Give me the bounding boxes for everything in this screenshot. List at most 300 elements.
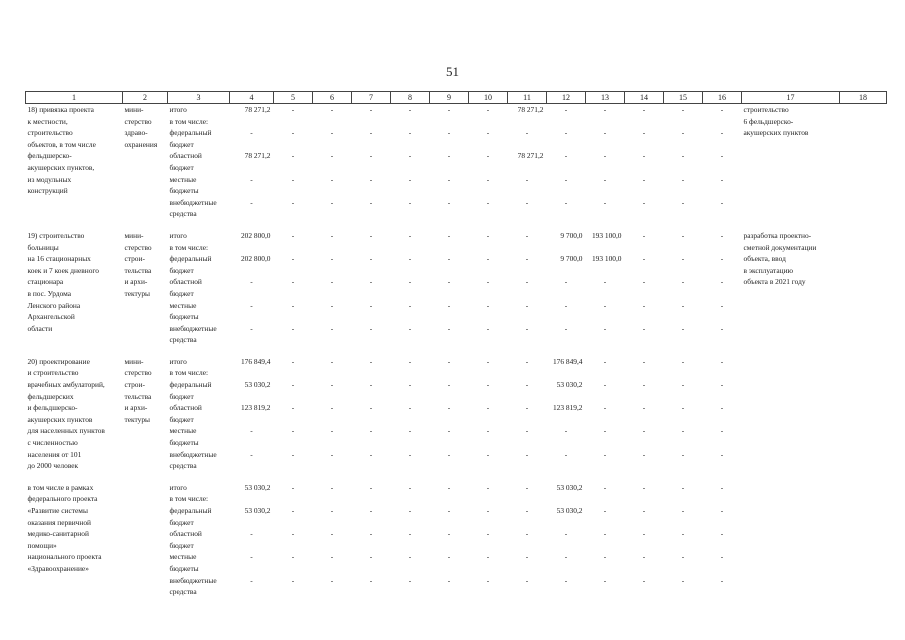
amount-cell: - xyxy=(291,300,295,310)
amount-cell: 123 819,2 xyxy=(552,403,583,413)
amount-cell: - xyxy=(447,300,451,310)
amount-cell: - xyxy=(642,151,646,161)
amount-cell: - xyxy=(447,449,451,459)
amount-cell: - xyxy=(642,482,646,492)
amount-cell: - xyxy=(525,197,529,207)
amount-cell: - xyxy=(408,197,412,207)
amount-cell: - xyxy=(291,151,295,161)
amount-cell: - xyxy=(681,482,685,492)
amount-cell: - xyxy=(291,356,295,366)
funding-source: областной бюджет xyxy=(169,529,202,550)
amount-cell: - xyxy=(603,449,607,459)
amount-cell: 202 800,0 xyxy=(240,230,271,240)
amount-cell: - xyxy=(486,174,490,184)
activity-label: в том числе в рамках федерального проекта «Развитие системы оказания первичной медико-санитарной помощи» национального проекта «Здравоохранение» xyxy=(27,482,102,573)
column-header: 8 xyxy=(391,92,430,104)
amount-cell: - xyxy=(681,552,685,562)
amount-cell: - xyxy=(642,552,646,562)
amount-cell: - xyxy=(369,323,373,333)
amount-cell: - xyxy=(291,529,295,539)
funding-source: итого в том числе: xyxy=(169,230,209,252)
amount-cell: - xyxy=(486,128,490,138)
amount-cell: - xyxy=(369,426,373,436)
amount-cell: - xyxy=(447,426,451,436)
amount-cell: - xyxy=(330,403,334,413)
amount-cell: - xyxy=(486,426,490,436)
column-header: 14 xyxy=(625,92,664,104)
amount-cell: - xyxy=(250,197,253,207)
amount-cell: - xyxy=(720,380,724,390)
amount-cell: - xyxy=(250,449,253,459)
amount-cell: - xyxy=(330,552,334,562)
amount-cell: - xyxy=(369,575,373,585)
amount-cell: - xyxy=(369,529,373,539)
amount-cell: - xyxy=(447,380,451,390)
amount-cell: - xyxy=(291,380,295,390)
amount-cell: - xyxy=(330,230,334,240)
amount-cell: - xyxy=(369,254,373,264)
amount-cell: - xyxy=(720,300,724,310)
amount-cell: - xyxy=(681,151,685,161)
amount-cell: - xyxy=(330,174,334,184)
funding-source: областной бюджет xyxy=(169,403,202,424)
amount-cell: - xyxy=(369,105,373,114)
executor-label: мини- стерство здраво- охранения xyxy=(124,105,158,149)
amount-cell: - xyxy=(720,506,724,515)
amount-cell: - xyxy=(642,506,646,515)
amount-cell: - xyxy=(564,449,568,459)
amount-cell: - xyxy=(408,529,412,539)
amount-cell: - xyxy=(603,323,607,333)
amount-cell: - xyxy=(250,128,253,138)
funding-source: внебюджетные средства xyxy=(169,323,217,345)
table-row xyxy=(26,230,887,253)
column-header: 15 xyxy=(664,92,703,104)
amount-cell: - xyxy=(525,277,529,287)
amount-cell: - xyxy=(603,356,607,366)
amount-cell: - xyxy=(720,449,724,459)
table-row xyxy=(26,104,887,128)
amount-cell: - xyxy=(681,380,685,390)
amount-cell: - xyxy=(603,482,607,492)
amount-cell: 202 800,0 xyxy=(240,254,271,264)
amount-cell: - xyxy=(603,426,607,436)
amount-cell: - xyxy=(525,426,529,436)
funding-source: федеральный бюджет xyxy=(169,254,212,275)
amount-cell: 78 271,2 xyxy=(244,151,271,161)
amount-cell: - xyxy=(408,482,412,492)
amount-cell: - xyxy=(486,230,490,240)
amount-cell: - xyxy=(603,575,607,585)
funding-source: местные бюджеты xyxy=(169,300,199,322)
amount-cell: - xyxy=(681,403,685,413)
amount-cell: 53 030,2 xyxy=(556,506,583,515)
column-header: 12 xyxy=(547,92,586,104)
result-note xyxy=(742,356,840,472)
funding-source: местные бюджеты xyxy=(169,552,199,573)
amount-cell: - xyxy=(291,197,295,207)
amount-cell: - xyxy=(681,230,685,240)
amount-cell: 193 100,0 xyxy=(591,230,622,240)
column-header: 17 xyxy=(742,92,840,104)
amount-cell: - xyxy=(486,506,490,515)
column-header: 4 xyxy=(230,92,274,104)
amount-cell: - xyxy=(681,529,685,539)
funding-source: местные бюджеты xyxy=(169,174,199,196)
column-header: 5 xyxy=(274,92,313,104)
amount-cell: 78 271,2 xyxy=(517,105,544,114)
amount-cell: - xyxy=(564,197,568,207)
amount-cell: - xyxy=(250,300,253,310)
amount-cell: - xyxy=(642,426,646,436)
amount-cell: - xyxy=(720,323,724,333)
amount-cell: - xyxy=(291,277,295,287)
amount-cell: - xyxy=(525,529,529,539)
amount-cell: - xyxy=(408,449,412,459)
amount-cell: - xyxy=(408,174,412,184)
amount-cell: 53 030,2 xyxy=(556,482,583,492)
amount-cell: - xyxy=(681,426,685,436)
amount-cell: - xyxy=(564,426,568,436)
amount-cell: - xyxy=(564,105,568,114)
amount-cell: - xyxy=(408,575,412,585)
amount-cell: - xyxy=(486,356,490,366)
amount-cell: - xyxy=(681,506,685,515)
amount-cell: - xyxy=(564,174,568,184)
amount-cell: - xyxy=(681,197,685,207)
amount-cell: - xyxy=(564,575,568,585)
column-header: 6 xyxy=(313,92,352,104)
executor-label: мини- стерство строи- тельства и архи- тектуры xyxy=(124,230,152,298)
amount-cell: - xyxy=(681,300,685,310)
amount-cell: - xyxy=(720,356,724,366)
amount-cell: - xyxy=(369,506,373,515)
amount-cell: - xyxy=(681,128,685,138)
amount-cell: - xyxy=(408,230,412,240)
amount-cell: - xyxy=(564,529,568,539)
amount-cell: - xyxy=(486,449,490,459)
amount-cell: - xyxy=(369,128,373,138)
amount-cell: - xyxy=(291,105,295,114)
amount-cell: - xyxy=(564,151,568,161)
amount-cell: - xyxy=(408,300,412,310)
amount-cell: - xyxy=(408,105,412,114)
amount-cell: - xyxy=(564,277,568,287)
amount-cell: - xyxy=(720,403,724,413)
amount-cell: - xyxy=(642,380,646,390)
amount-cell: - xyxy=(642,230,646,240)
amount-cell: - xyxy=(369,552,373,562)
funding-source: внебюджетные средства xyxy=(169,197,217,219)
amount-cell: - xyxy=(250,277,253,287)
amount-cell: - xyxy=(525,128,529,138)
empty-cell xyxy=(840,356,887,472)
amount-cell: - xyxy=(720,197,724,207)
amount-cell: - xyxy=(291,128,295,138)
amount-cell: - xyxy=(291,174,295,184)
amount-cell: - xyxy=(525,230,529,240)
amount-cell: - xyxy=(486,403,490,413)
amount-cell: - xyxy=(603,506,607,515)
amount-cell: - xyxy=(525,482,529,492)
amount-cell: - xyxy=(681,254,685,264)
amount-cell: - xyxy=(603,380,607,390)
funding-source: итого в том числе: xyxy=(169,356,209,378)
funding-source: итого в том числе: xyxy=(169,482,209,504)
amount-cell: - xyxy=(525,174,529,184)
amount-cell: - xyxy=(330,426,334,436)
amount-cell: - xyxy=(447,323,451,333)
amount-cell: - xyxy=(330,482,334,492)
amount-cell: - xyxy=(408,128,412,138)
amount-cell: - xyxy=(291,552,295,562)
amount-cell: - xyxy=(642,323,646,333)
amount-cell: - xyxy=(603,403,607,413)
funding-source: итого в том числе: xyxy=(169,105,209,126)
table-body xyxy=(26,104,887,598)
amount-cell: - xyxy=(486,380,490,390)
amount-cell: - xyxy=(447,230,451,240)
amount-cell: - xyxy=(330,254,334,264)
section-spacer xyxy=(26,220,887,230)
amount-cell: - xyxy=(408,552,412,562)
amount-cell: - xyxy=(642,105,646,114)
amount-cell: - xyxy=(720,174,724,184)
amount-cell: - xyxy=(330,128,334,138)
amount-cell: - xyxy=(408,356,412,366)
amount-cell: - xyxy=(486,482,490,492)
amount-cell: - xyxy=(330,506,334,515)
amount-cell: - xyxy=(642,277,646,287)
amount-cell: - xyxy=(291,449,295,459)
amount-cell: - xyxy=(525,575,529,585)
amount-cell: - xyxy=(603,105,607,114)
amount-cell: - xyxy=(681,449,685,459)
activity-label: 20) проектирование и строительство врачебных амбулаторий, фельдшерских и фельдшерско- акушерских пунктов для населенных пунктов с численностью населения от 101 до 2000 человек xyxy=(27,356,105,471)
amount-cell: - xyxy=(250,174,253,184)
amount-cell: 123 819,2 xyxy=(240,403,271,413)
amount-cell: - xyxy=(291,323,295,333)
amount-cell: - xyxy=(603,300,607,310)
amount-cell: - xyxy=(564,128,568,138)
amount-cell: - xyxy=(603,128,607,138)
amount-cell: - xyxy=(250,529,253,539)
amount-cell: - xyxy=(408,403,412,413)
amount-cell: - xyxy=(525,506,529,515)
amount-cell: - xyxy=(525,449,529,459)
amount-cell: - xyxy=(330,151,334,161)
amount-cell: - xyxy=(369,356,373,366)
amount-cell: - xyxy=(642,197,646,207)
amount-cell: - xyxy=(447,254,451,264)
amount-cell: - xyxy=(486,254,490,264)
amount-cell: - xyxy=(486,529,490,539)
amount-cell: - xyxy=(603,151,607,161)
result-note xyxy=(742,482,840,598)
empty-cell xyxy=(840,104,887,220)
funding-source: внебюджетные средства xyxy=(169,575,217,597)
amount-cell: - xyxy=(525,323,529,333)
amount-cell: - xyxy=(250,552,253,562)
amount-cell: - xyxy=(525,300,529,310)
amount-cell: - xyxy=(369,482,373,492)
column-header: 16 xyxy=(703,92,742,104)
column-header: 18 xyxy=(840,92,887,104)
amount-cell: - xyxy=(564,552,568,562)
amount-cell: - xyxy=(720,552,724,562)
amount-cell: - xyxy=(408,277,412,287)
amount-cell: - xyxy=(250,575,253,585)
amount-cell: - xyxy=(291,426,295,436)
amount-cell: - xyxy=(291,506,295,515)
funding-source: местные бюджеты xyxy=(169,426,199,448)
amount-cell: - xyxy=(681,277,685,287)
amount-cell: - xyxy=(447,482,451,492)
amount-cell: 176 849,4 xyxy=(240,356,271,366)
amount-cell: - xyxy=(369,151,373,161)
funding-source: внебюджетные средства xyxy=(169,449,217,471)
amount-cell: - xyxy=(720,230,724,240)
amount-cell: - xyxy=(447,128,451,138)
amount-cell: - xyxy=(408,151,412,161)
amount-cell: - xyxy=(369,230,373,240)
amount-cell: 53 030,2 xyxy=(244,506,271,515)
amount-cell: - xyxy=(720,426,724,436)
amount-cell: - xyxy=(486,300,490,310)
amount-cell: - xyxy=(603,552,607,562)
amount-cell: - xyxy=(642,300,646,310)
amount-cell: - xyxy=(369,300,373,310)
empty-cell xyxy=(840,482,887,598)
amount-cell: 176 849,4 xyxy=(552,356,583,366)
funding-source: областной бюджет xyxy=(169,151,202,172)
amount-cell: 53 030,2 xyxy=(244,380,271,390)
amount-cell: - xyxy=(720,151,724,161)
column-header: 10 xyxy=(469,92,508,104)
funding-source: федеральный бюджет xyxy=(169,128,212,149)
amount-cell: - xyxy=(369,449,373,459)
amount-cell: - xyxy=(642,356,646,366)
amount-cell: - xyxy=(720,529,724,539)
amount-cell: - xyxy=(525,254,529,264)
amount-cell: - xyxy=(603,197,607,207)
amount-cell: - xyxy=(642,254,646,264)
amount-cell: - xyxy=(408,254,412,264)
activity-label: 18) привязка проекта к местности, строительство объектов, в том числе фельдшерско- акушерских пунктов, из модульных конструкций xyxy=(27,105,96,196)
amount-cell: 78 271,2 xyxy=(244,105,271,114)
amount-cell: - xyxy=(291,575,295,585)
amount-cell: 9 700,0 xyxy=(560,230,583,240)
amount-cell: - xyxy=(250,426,253,436)
amount-cell: - xyxy=(369,197,373,207)
amount-cell: - xyxy=(603,529,607,539)
funding-source: федеральный бюджет xyxy=(169,506,212,527)
amount-cell: - xyxy=(447,403,451,413)
amount-cell: - xyxy=(369,403,373,413)
amount-cell: - xyxy=(642,529,646,539)
spacer-cell xyxy=(26,346,887,356)
amount-cell: 53 030,2 xyxy=(244,482,271,492)
column-header: 2 xyxy=(123,92,168,104)
amount-cell: - xyxy=(486,323,490,333)
amount-cell: - xyxy=(447,197,451,207)
spacer-cell xyxy=(26,472,887,482)
amount-cell: - xyxy=(291,403,295,413)
amount-cell: - xyxy=(408,506,412,515)
amount-cell: - xyxy=(330,529,334,539)
amount-cell: - xyxy=(447,151,451,161)
spacer-cell xyxy=(26,220,887,230)
amount-cell: - xyxy=(603,277,607,287)
amount-cell: - xyxy=(525,403,529,413)
amount-cell: - xyxy=(369,277,373,287)
amount-cell: - xyxy=(720,277,724,287)
result-note: разработка проектно- сметной документации объекта, ввод в эксплуатацию объекта в 2021 году xyxy=(743,230,817,287)
amount-cell: - xyxy=(447,506,451,515)
column-header: 9 xyxy=(430,92,469,104)
amount-cell: - xyxy=(330,323,334,333)
table-row xyxy=(26,482,887,505)
amount-cell: - xyxy=(681,174,685,184)
amount-cell: - xyxy=(408,426,412,436)
result-note: строительство 6 фельдшерско- акушерских пунктов xyxy=(743,105,809,138)
amount-cell: - xyxy=(486,277,490,287)
amount-cell: - xyxy=(642,128,646,138)
amount-cell: - xyxy=(447,277,451,287)
amount-cell: - xyxy=(369,174,373,184)
amount-cell: - xyxy=(330,575,334,585)
table-row xyxy=(26,356,887,379)
amount-cell: - xyxy=(291,482,295,492)
amount-cell: - xyxy=(642,575,646,585)
amount-cell: - xyxy=(408,380,412,390)
amount-cell: - xyxy=(486,151,490,161)
amount-cell: - xyxy=(681,575,685,585)
amount-cell: - xyxy=(720,575,724,585)
column-header: 3 xyxy=(168,92,230,104)
amount-cell: - xyxy=(447,105,451,114)
amount-cell: - xyxy=(369,380,373,390)
executor-label: мини- стерство строи- тельства и архи- тектуры xyxy=(124,356,152,424)
amount-cell: - xyxy=(447,575,451,585)
amount-cell: - xyxy=(720,105,724,114)
amount-cell: - xyxy=(486,197,490,207)
funding-source: областной бюджет xyxy=(169,277,202,298)
amount-cell: - xyxy=(486,575,490,585)
executor-label xyxy=(123,482,168,598)
column-number-row xyxy=(26,92,887,104)
amount-cell: 9 700,0 xyxy=(560,254,583,264)
amount-cell: - xyxy=(447,529,451,539)
amount-cell: - xyxy=(330,105,334,114)
amount-cell: - xyxy=(330,300,334,310)
amount-cell: - xyxy=(681,356,685,366)
amount-cell: - xyxy=(525,552,529,562)
section-spacer xyxy=(26,346,887,356)
amount-cell: - xyxy=(720,128,724,138)
amount-cell: - xyxy=(330,197,334,207)
amount-cell: - xyxy=(330,380,334,390)
amount-cell: - xyxy=(447,552,451,562)
empty-cell xyxy=(840,230,887,346)
amount-cell: - xyxy=(250,323,253,333)
amount-cell: - xyxy=(525,356,529,366)
amount-cell: - xyxy=(486,105,490,114)
amount-cell: - xyxy=(525,380,529,390)
amount-cell: 78 271,2 xyxy=(517,151,544,161)
amount-cell: - xyxy=(447,356,451,366)
program-table xyxy=(25,91,887,598)
